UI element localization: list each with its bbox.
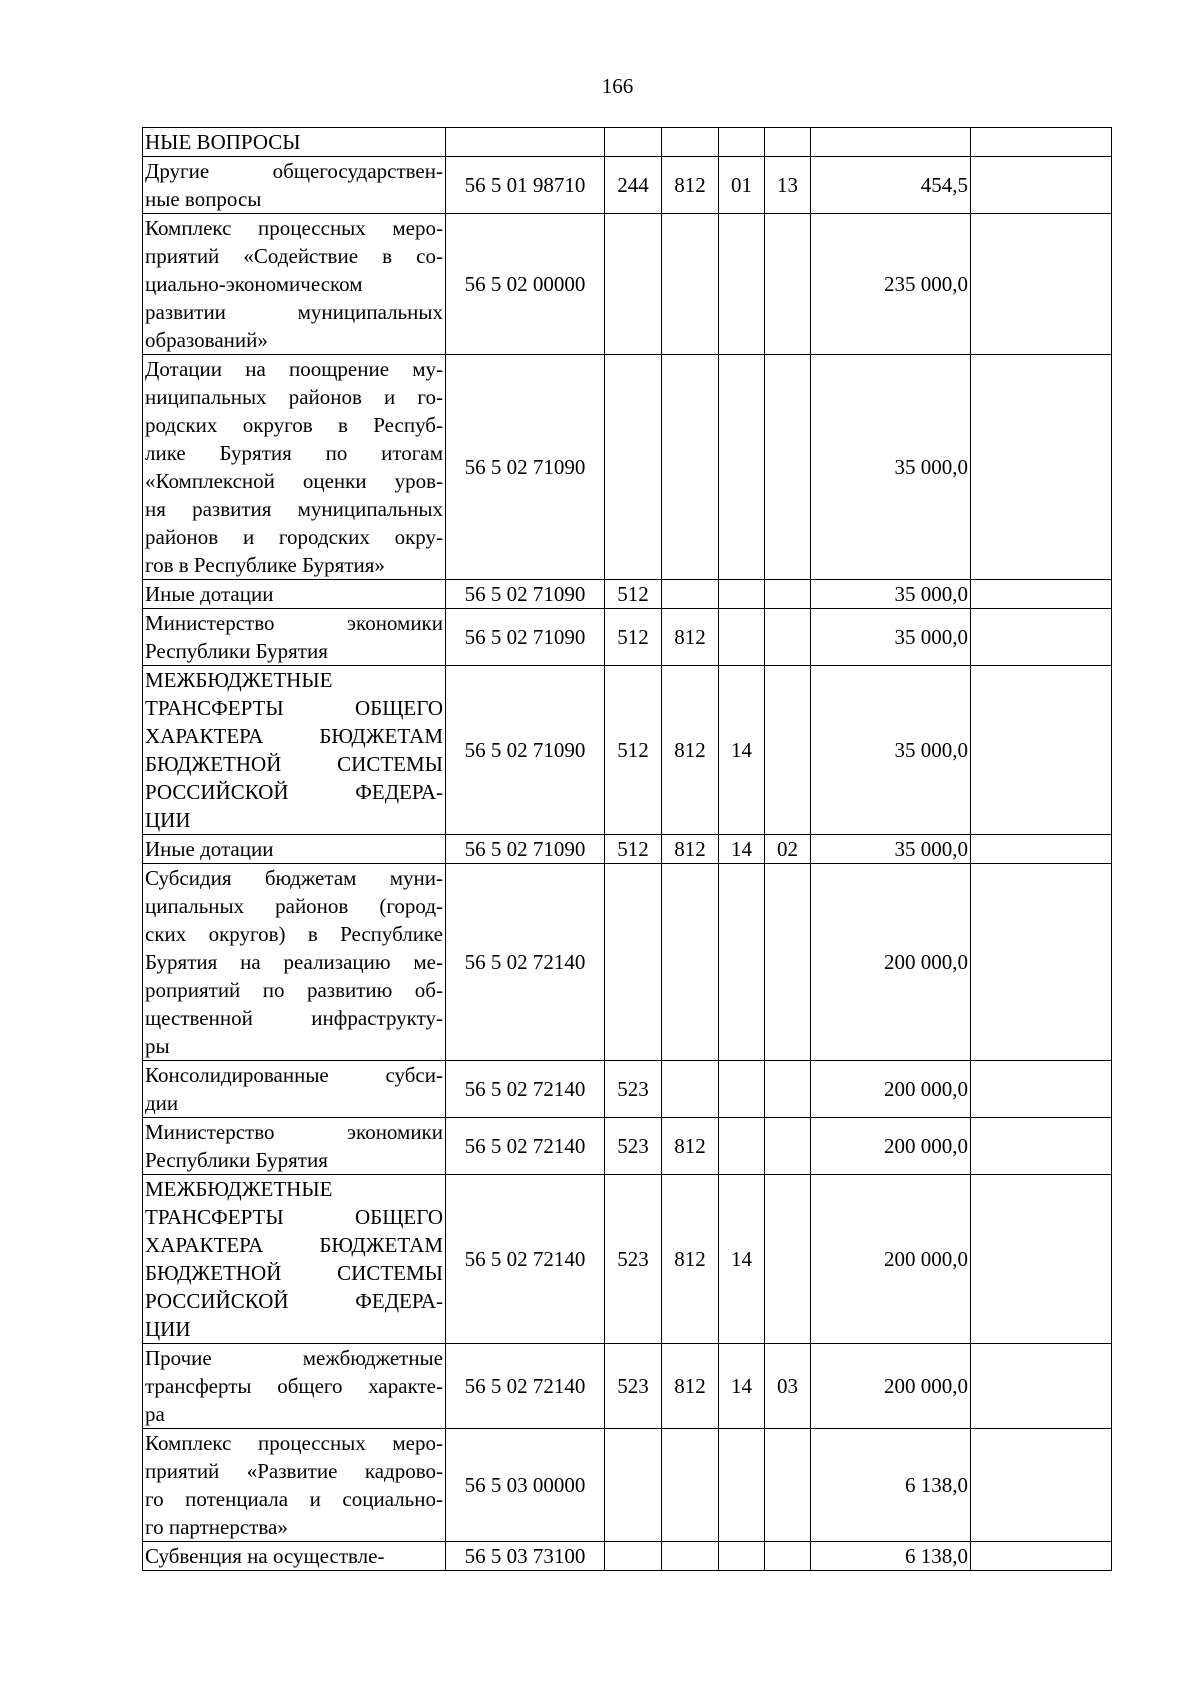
empty-cell [971, 835, 1112, 864]
row-name-line: ЦИИ [145, 1317, 191, 1341]
table-row [143, 128, 1112, 157]
empty-cell [971, 609, 1112, 666]
expense-type-cell: 512 [605, 609, 662, 666]
row-name-cell [143, 1118, 446, 1175]
subsection-cell [765, 666, 811, 835]
amount-cell: 6 138,0 [811, 1429, 971, 1542]
row-name-cell [143, 580, 446, 609]
row-name-line: БЮДЖЕТНОЙ СИСТЕМЫ [145, 1261, 443, 1285]
target-article-cell: 56 5 02 72140 [446, 1344, 605, 1429]
row-name-line: районов и городских окру- [145, 525, 443, 549]
subsection-cell [765, 214, 811, 355]
target-article-cell: 56 5 02 00000 [446, 214, 605, 355]
expense-type-cell [605, 214, 662, 355]
subsection-cell [765, 128, 811, 157]
row-name-line: трансферты общего характе- [145, 1374, 443, 1398]
row-name-line: ХАРАКТЕРА БЮДЖЕТАМ [145, 724, 443, 748]
target-article-cell: 56 5 02 71090 [446, 835, 605, 864]
expense-type-cell: 512 [605, 835, 662, 864]
row-name-line: ниципальных районов и го- [145, 385, 443, 409]
subsection-cell [765, 1061, 811, 1118]
section-cell [719, 355, 765, 580]
ministry-code-cell [662, 864, 719, 1061]
table-row [143, 1542, 1112, 1571]
table-row [143, 157, 1112, 214]
row-name-line: родских округов в Респуб- [145, 413, 443, 437]
amount-cell: 35 000,0 [811, 609, 971, 666]
row-name-cell [143, 1542, 446, 1571]
empty-cell [971, 1542, 1112, 1571]
expense-type-cell: 512 [605, 580, 662, 609]
row-name-line: приятий «Развитие кадрово- [145, 1459, 443, 1483]
row-name-line: Субвенция на осуществле- [145, 1544, 385, 1568]
ministry-code-cell [662, 580, 719, 609]
section-cell [719, 864, 765, 1061]
target-article-cell: 56 5 01 98710 [446, 157, 605, 214]
ministry-code-cell: 812 [662, 1175, 719, 1344]
subsection-cell: 02 [765, 835, 811, 864]
row-name-cell [143, 609, 446, 666]
subsection-cell [765, 609, 811, 666]
row-name-line: НЫЕ ВОПРОСЫ [145, 130, 301, 154]
expense-type-cell: 523 [605, 1118, 662, 1175]
row-name-cell [143, 214, 446, 355]
subsection-cell [765, 1429, 811, 1542]
row-name-cell [143, 128, 446, 157]
ministry-code-cell: 812 [662, 1344, 719, 1429]
row-name-line: Иные дотации [145, 582, 274, 606]
empty-cell [971, 864, 1112, 1061]
row-name-line: ЦИИ [145, 808, 191, 832]
table-row [143, 1344, 1112, 1429]
expense-type-cell [605, 128, 662, 157]
row-name-line: ры [145, 1034, 170, 1058]
row-name-cell [143, 1344, 446, 1429]
row-name-cell [143, 1061, 446, 1118]
target-article-cell [446, 128, 605, 157]
section-cell [719, 214, 765, 355]
expense-type-cell [605, 1429, 662, 1542]
row-name-line: го партнерства» [145, 1515, 288, 1539]
table-row [143, 1061, 1112, 1118]
amount-cell: 35 000,0 [811, 355, 971, 580]
ministry-code-cell: 812 [662, 157, 719, 214]
section-cell: 01 [719, 157, 765, 214]
row-name-line: Министерство экономики [145, 1120, 443, 1144]
section-cell: 14 [719, 835, 765, 864]
row-name-cell [143, 835, 446, 864]
budget-table [142, 127, 1112, 1571]
amount-cell: 200 000,0 [811, 1344, 971, 1429]
ministry-code-cell: 812 [662, 609, 719, 666]
target-article-cell: 56 5 03 00000 [446, 1429, 605, 1542]
amount-cell: 200 000,0 [811, 864, 971, 1061]
row-name-line: БЮДЖЕТНОЙ СИСТЕМЫ [145, 752, 443, 776]
row-name-line: Субсидия бюджетам муни- [145, 866, 443, 890]
row-name-line: роприятий по развитию об- [145, 978, 443, 1002]
row-name-cell [143, 355, 446, 580]
amount-cell: 35 000,0 [811, 666, 971, 835]
subsection-cell [765, 580, 811, 609]
subsection-cell [765, 864, 811, 1061]
ministry-code-cell: 812 [662, 1118, 719, 1175]
row-name-line: РОССИЙСКОЙ ФЕДЕРА- [145, 1289, 443, 1313]
row-name-line: Министерство экономики [145, 611, 443, 635]
empty-cell [971, 580, 1112, 609]
target-article-cell: 56 5 02 72140 [446, 1175, 605, 1344]
expense-type-cell: 512 [605, 666, 662, 835]
table-row [143, 835, 1112, 864]
row-name-line: го потенциала и социально- [145, 1487, 443, 1511]
row-name-line: ня развития муниципальных [145, 497, 443, 521]
row-name-line: Бурятия на реализацию ме- [145, 950, 443, 974]
ministry-code-cell [662, 1542, 719, 1571]
ministry-code-cell [662, 1429, 719, 1542]
section-cell [719, 580, 765, 609]
empty-cell [971, 355, 1112, 580]
row-name-line: РОССИЙСКОЙ ФЕДЕРА- [145, 780, 443, 804]
expense-type-cell: 244 [605, 157, 662, 214]
row-name-line: ципальных районов (город- [145, 894, 443, 918]
row-name-line: лике Бурятия по итогам [145, 441, 443, 465]
table-row [143, 666, 1112, 835]
amount-cell: 35 000,0 [811, 835, 971, 864]
section-cell: 14 [719, 1344, 765, 1429]
row-name-line: МЕЖБЮДЖЕТНЫЕ [145, 1177, 333, 1201]
ministry-code-cell [662, 355, 719, 580]
amount-cell: 6 138,0 [811, 1542, 971, 1571]
section-cell: 14 [719, 1175, 765, 1344]
amount-cell [811, 128, 971, 157]
row-name-line: Дотации на поощрение му- [145, 357, 443, 381]
row-name-line: ХАРАКТЕРА БЮДЖЕТАМ [145, 1233, 443, 1257]
ministry-code-cell [662, 128, 719, 157]
expense-type-cell: 523 [605, 1061, 662, 1118]
row-name-line: щественной инфраструкту- [145, 1006, 443, 1030]
subsection-cell: 13 [765, 157, 811, 214]
target-article-cell: 56 5 02 71090 [446, 609, 605, 666]
row-name-line: циально-экономическом [145, 272, 363, 296]
expense-type-cell [605, 1542, 662, 1571]
ministry-code-cell [662, 1061, 719, 1118]
section-cell [719, 128, 765, 157]
row-name-cell [143, 157, 446, 214]
subsection-cell [765, 1542, 811, 1571]
section-cell: 14 [719, 666, 765, 835]
row-name-cell [143, 1429, 446, 1542]
row-name-line: МЕЖБЮДЖЕТНЫЕ [145, 668, 333, 692]
table-row [143, 1175, 1112, 1344]
section-cell [719, 609, 765, 666]
row-name-cell [143, 864, 446, 1061]
empty-cell [971, 1118, 1112, 1175]
target-article-cell: 56 5 02 72140 [446, 864, 605, 1061]
section-cell [719, 1429, 765, 1542]
ministry-code-cell [662, 214, 719, 355]
row-name-line: ТРАНСФЕРТЫ ОБЩЕГО [145, 1205, 443, 1229]
row-name-line: Прочие межбюджетные [145, 1346, 443, 1370]
ministry-code-cell: 812 [662, 835, 719, 864]
empty-cell [971, 1175, 1112, 1344]
expense-type-cell [605, 864, 662, 1061]
table-row [143, 214, 1112, 355]
row-name-line: дии [145, 1091, 179, 1115]
row-name-line: Республики Бурятия [145, 1148, 328, 1172]
target-article-cell: 56 5 02 71090 [446, 666, 605, 835]
row-name-line: «Комплексной оценки уров- [145, 469, 443, 493]
subsection-cell: 03 [765, 1344, 811, 1429]
expense-type-cell: 523 [605, 1175, 662, 1344]
row-name-line: гов в Республике Бурятия» [145, 553, 385, 577]
page-number: 166 [601, 74, 634, 98]
target-article-cell: 56 5 02 71090 [446, 580, 605, 609]
empty-cell [971, 157, 1112, 214]
target-article-cell: 56 5 02 72140 [446, 1061, 605, 1118]
row-name-line: приятий «Содействие в со- [145, 244, 443, 268]
row-name-line: образований» [145, 328, 268, 352]
empty-cell [971, 1429, 1112, 1542]
row-name-line: ные вопросы [145, 187, 262, 211]
row-name-line: Комплекс процессных меро- [145, 1431, 443, 1455]
row-name-line: развитии муниципальных [145, 300, 443, 324]
row-name-line: ских округов) в Республике [145, 922, 443, 946]
table-row [143, 864, 1112, 1061]
table-body [143, 128, 1112, 1571]
empty-cell [971, 214, 1112, 355]
target-article-cell: 56 5 02 72140 [446, 1118, 605, 1175]
row-name-line: Консолидированные субси- [145, 1063, 443, 1087]
row-name-line: Другие общегосударствен- [145, 159, 443, 183]
amount-cell: 200 000,0 [811, 1061, 971, 1118]
ministry-code-cell: 812 [662, 666, 719, 835]
subsection-cell [765, 1118, 811, 1175]
section-cell [719, 1542, 765, 1571]
empty-cell [971, 1061, 1112, 1118]
subsection-cell [765, 1175, 811, 1344]
amount-cell: 200 000,0 [811, 1118, 971, 1175]
table-row [143, 355, 1112, 580]
target-article-cell: 56 5 03 73100 [446, 1542, 605, 1571]
empty-cell [971, 1344, 1112, 1429]
row-name-line: Республики Бурятия [145, 639, 328, 663]
expense-type-cell: 523 [605, 1344, 662, 1429]
table-row [143, 580, 1112, 609]
amount-cell: 35 000,0 [811, 580, 971, 609]
section-cell [719, 1061, 765, 1118]
row-name-line: Комплекс процессных меро- [145, 216, 443, 240]
table-row [143, 1429, 1112, 1542]
subsection-cell [765, 355, 811, 580]
row-name-line: Иные дотации [145, 837, 274, 861]
empty-cell [971, 666, 1112, 835]
amount-cell: 235 000,0 [811, 214, 971, 355]
amount-cell: 200 000,0 [811, 1175, 971, 1344]
target-article-cell: 56 5 02 71090 [446, 355, 605, 580]
expense-type-cell [605, 355, 662, 580]
table-row [143, 609, 1112, 666]
row-name-cell [143, 1175, 446, 1344]
amount-cell: 454,5 [811, 157, 971, 214]
row-name-line: ра [145, 1402, 165, 1426]
empty-cell [971, 128, 1112, 157]
row-name-line: ТРАНСФЕРТЫ ОБЩЕГО [145, 696, 443, 720]
row-name-cell [143, 666, 446, 835]
section-cell [719, 1118, 765, 1175]
table-row [143, 1118, 1112, 1175]
